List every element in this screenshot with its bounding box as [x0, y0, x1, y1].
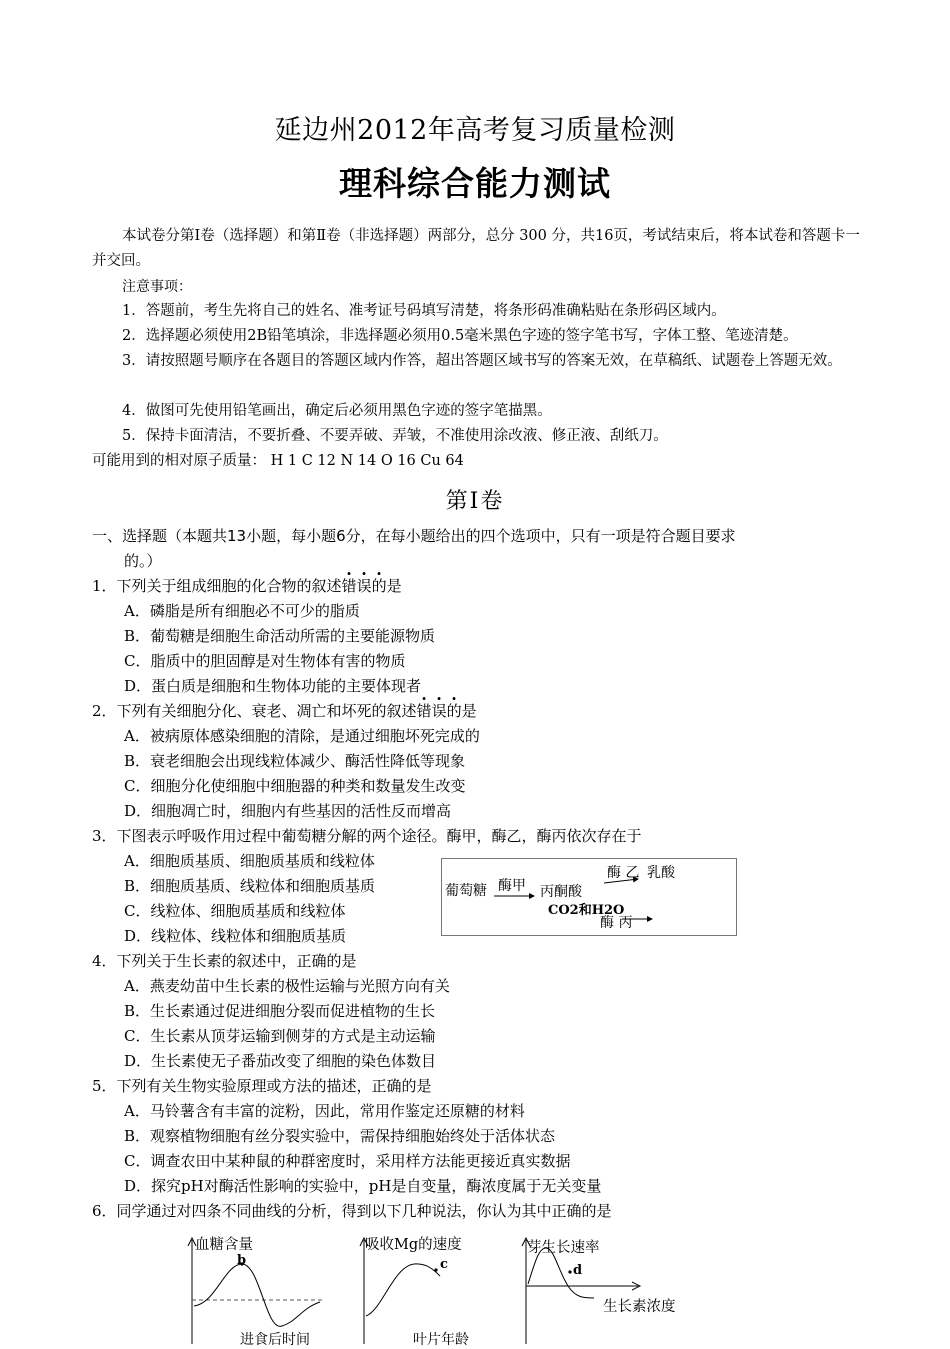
note-item: 2．选择题必须使用2B铅笔填涂，非选择题必须用0.5毫米黑色字迹的签字笔书写，字体工整、笔迹清楚。: [122, 328, 798, 344]
emphasis-char: 错: [341, 577, 357, 595]
note-item: 3．请按照题号顺序在各题目的答题区域内作答，超出答题区域书写的答案无效，在草稿纸、试题卷上答题无效。: [122, 353, 842, 369]
stem-text: 2．下列有关细胞分化、衰老、凋亡和坏死的叙述: [92, 702, 417, 720]
question-4-stem: 4．下列关于生长素的叙述中，正确的是: [92, 952, 357, 970]
graph1-point-label: b: [237, 1253, 247, 1268]
option-b: B．葡萄糖是细胞生命活动所需的主要能源物质: [124, 627, 436, 645]
section-heading: 一、选择题（本题共13小题，每小题6分，在每小题给出的四个选项中，只有一项是符合题目要求: [92, 527, 736, 545]
question-2-stem: [92, 699, 477, 724]
option-b: B．生长素通过促进细胞分裂而促进植物的生长: [124, 1002, 436, 1020]
glucose-curve: [194, 1264, 320, 1326]
emphasis-char: 误: [356, 577, 372, 595]
emphasis-char: 误: [431, 702, 447, 720]
exam-subtitle: 理科综合能力测试: [339, 164, 611, 203]
question-3-stem: 3．下图表示呼吸作用过程中葡萄糖分解的两个途径。酶甲，酶乙，酶丙依次存在于: [92, 827, 642, 845]
enzyme-b-label: 酶 乙: [607, 865, 640, 881]
option-c: C．脂质中的胆固醇是对生物体有害的物质: [124, 652, 406, 670]
option-b: B．衰老细胞会出现线粒体减少、酶活性降低等现象: [124, 752, 466, 770]
option-c: C．线粒体、细胞质基质和线粒体: [124, 902, 346, 920]
option-b: B．观察植物细胞有丝分裂实验中，需保持细胞始终处于活体状态: [124, 1127, 556, 1145]
emphasis-char: 错: [416, 702, 432, 720]
graph3-ylabel: 芽生长速率: [527, 1240, 600, 1256]
option-d: D．生长素使无子番茄改变了细胞的染色体数目: [124, 1052, 437, 1070]
note-item: 4．做图可先使用铅笔画出，确定后必须用黑色字迹的签字笔描黑。: [122, 403, 552, 419]
intro-paragraph: 本试卷分第Ⅰ卷（选择题）和第Ⅱ卷（非选择题）两部分，总分 300 分，共16页，考试结束后，将本试卷和答题卡一并交回。: [92, 228, 860, 269]
option-d: D．蛋白质是细胞和生物体功能的主要体现者: [124, 677, 422, 695]
section-title: 第Ⅰ卷: [445, 489, 505, 514]
option-a: A．磷脂是所有细胞必不可少的脂质: [124, 602, 360, 620]
question-1-stem: [92, 574, 402, 599]
stem-text: 1．下列关于组成细胞的化合物的叙述: [92, 577, 342, 595]
option-a: A．细胞质基质、细胞质基质和线粒体: [124, 852, 375, 870]
note-item: 5．保持卡面清洁，不要折叠、不要弄破、弄皱，不准使用涂改液、修正液、刮纸刀。: [122, 428, 668, 444]
graph1-ylabel: 血糖含量: [195, 1237, 253, 1253]
enzyme-c-label: 酶 丙: [600, 915, 633, 931]
exam-title: 延边州2012年高考复习质量检测: [274, 115, 676, 146]
question-6-stem: 6．同学通过对四条不同曲线的分析，得到以下几种说法，你认为其中正确的是: [92, 1202, 612, 1220]
graph2-point-label: c: [440, 1257, 448, 1272]
graph1-xlabel: 进食后时间: [240, 1332, 310, 1348]
co2-water-label: CO2和H2O: [548, 903, 625, 918]
option-a: A．被病原体感染细胞的清除，是通过细胞坏死完成的: [124, 727, 480, 745]
graph3-point-label: d: [573, 1263, 583, 1278]
stem-text: 是: [386, 577, 402, 595]
graph2-xlabel: 叶片年龄: [413, 1332, 469, 1348]
option-d: D．细胞凋亡时，细胞内有些基因的活性反而增高: [124, 802, 452, 820]
option-a: A．马铃薯含有丰富的淀粉，因此，常用作鉴定还原糖的材料: [124, 1102, 525, 1120]
note-item: 1．答题前，考生先将自己的姓名、准考证号码填写清楚，将条形码准确粘贴在条形码区域内。: [122, 303, 726, 319]
enzyme-a-label: 酶甲: [498, 878, 526, 894]
option-c: C．生长素从顶芽运输到侧芽的方式是主动运输: [124, 1027, 436, 1045]
section-heading-cont: 的。）: [124, 552, 162, 570]
emphasis-char: 的: [446, 702, 462, 720]
option-d: D．探究pH对酶活性影响的实验中，pH是自变量，酶浓度属于无关变量: [124, 1177, 602, 1195]
option-c: C．细胞分化使细胞中细胞器的种类和数量发生改变: [124, 777, 466, 795]
mg-curve: [366, 1264, 440, 1316]
point-d-marker: [568, 1270, 571, 1273]
graph3-xlabel: 生长素浓度: [603, 1299, 676, 1315]
point-c-marker: [434, 1268, 437, 1271]
stem-text: 是: [461, 702, 477, 720]
graph2-ylabel: 吸收Mg的速度: [365, 1237, 462, 1253]
respiration-pathway-diagram: [441, 858, 737, 936]
lactic-acid-label: 乳酸: [647, 865, 675, 881]
notes-title: 注意事项：: [122, 279, 192, 295]
option-b: B．细胞质基质、线粒体和细胞质基质: [124, 877, 376, 895]
pyruvate-label: 丙酮酸: [540, 884, 582, 900]
option-a: A．燕麦幼苗中生长素的极性运输与光照方向有关: [124, 977, 450, 995]
question-5-stem: 5．下列有关生物实验原理或方法的描述，正确的是: [92, 1077, 432, 1095]
atomic-mass-line: 可能用到的相对原子质量： H 1 C 12 N 14 O 16 Cu 64: [92, 453, 464, 469]
emphasis-char: 的: [371, 577, 387, 595]
option-c: C．调查农田中某种鼠的种群密度时，采用样方法能更接近真实数据: [124, 1152, 571, 1170]
glucose-label: 葡萄糖: [445, 883, 487, 899]
option-d: D．线粒体、线粒体和细胞质基质: [124, 927, 347, 945]
